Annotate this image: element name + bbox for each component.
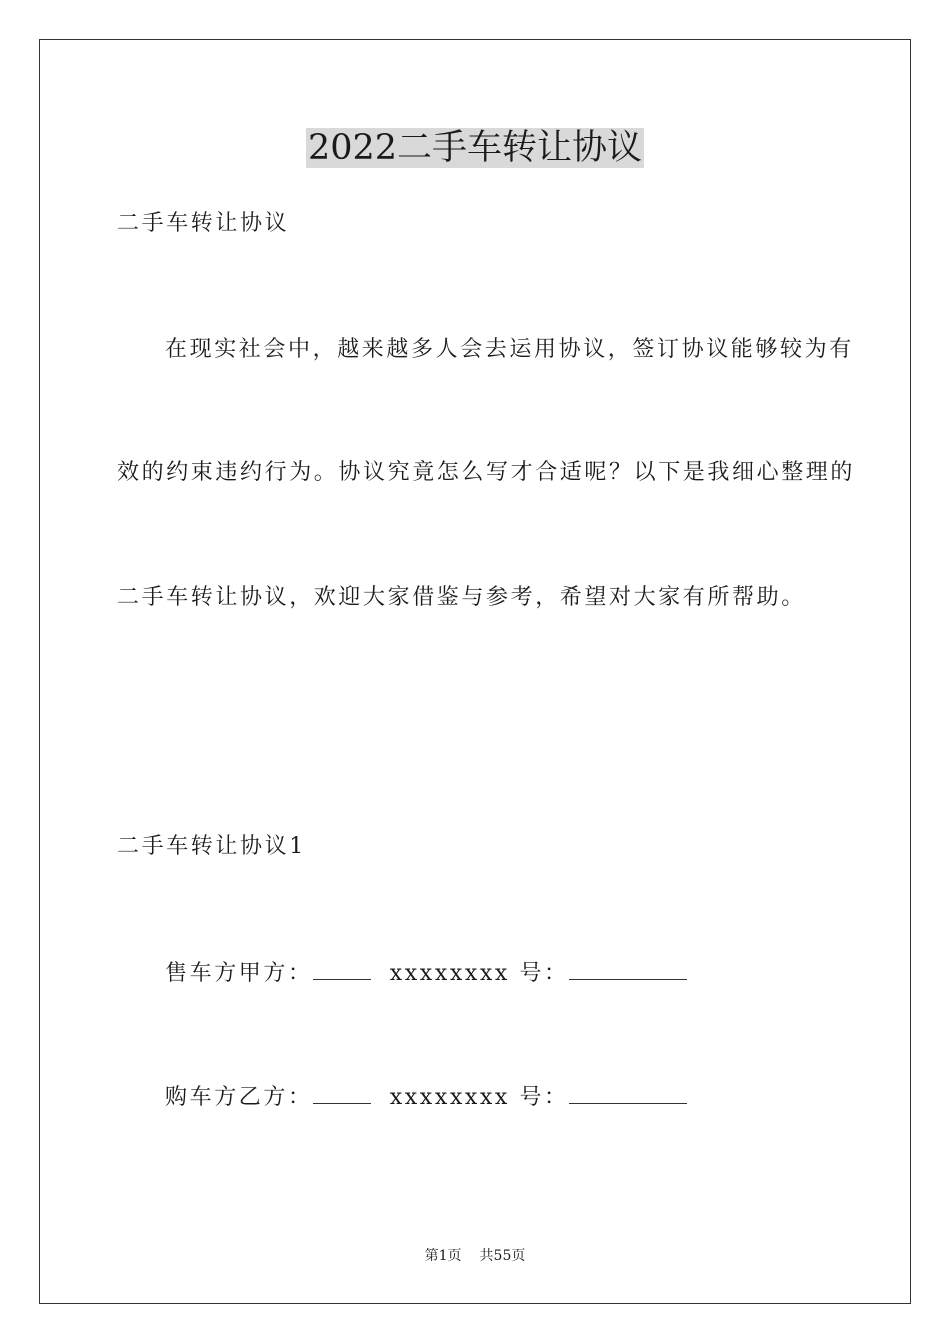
- buyer-label: 购车方乙方：: [165, 1085, 313, 1110]
- document-subtitle: 二手车转让协议: [117, 211, 290, 236]
- buyer-row: [165, 1081, 687, 1113]
- page-number-total: 共55页: [479, 1248, 526, 1264]
- seller-id-blank[interactable]: [569, 957, 687, 980]
- section-heading: 二手车转让协议1: [117, 834, 306, 859]
- intro-line-1: 在现实社会中，越来越多人会去运用协议，签订协议能够较为有: [165, 337, 854, 362]
- page-number-current: 第1页: [424, 1248, 462, 1264]
- document-title: [0, 124, 950, 172]
- intro-line-3: 二手车转让协议，欢迎大家借鉴与参考，希望对大家有所帮助。: [117, 585, 806, 610]
- seller-id-label: 号：: [519, 961, 569, 986]
- document-title-text: 2022二手车转让协议: [307, 128, 643, 168]
- buyer-id-mask: xxxxxxxx: [389, 1085, 510, 1110]
- seller-row: [165, 957, 687, 989]
- buyer-id-blank[interactable]: [569, 1081, 687, 1104]
- page-footer: [0, 1246, 950, 1266]
- seller-id-mask: xxxxxxxx: [389, 961, 510, 986]
- intro-line-2: 效的约束违约行为。协议究竟怎么写才合适呢？以下是我细心整理的: [117, 460, 856, 485]
- seller-label: 售车方甲方：: [165, 961, 313, 986]
- seller-name-blank[interactable]: [313, 957, 371, 980]
- buyer-id-label: 号：: [519, 1085, 569, 1110]
- buyer-name-blank[interactable]: [313, 1081, 371, 1104]
